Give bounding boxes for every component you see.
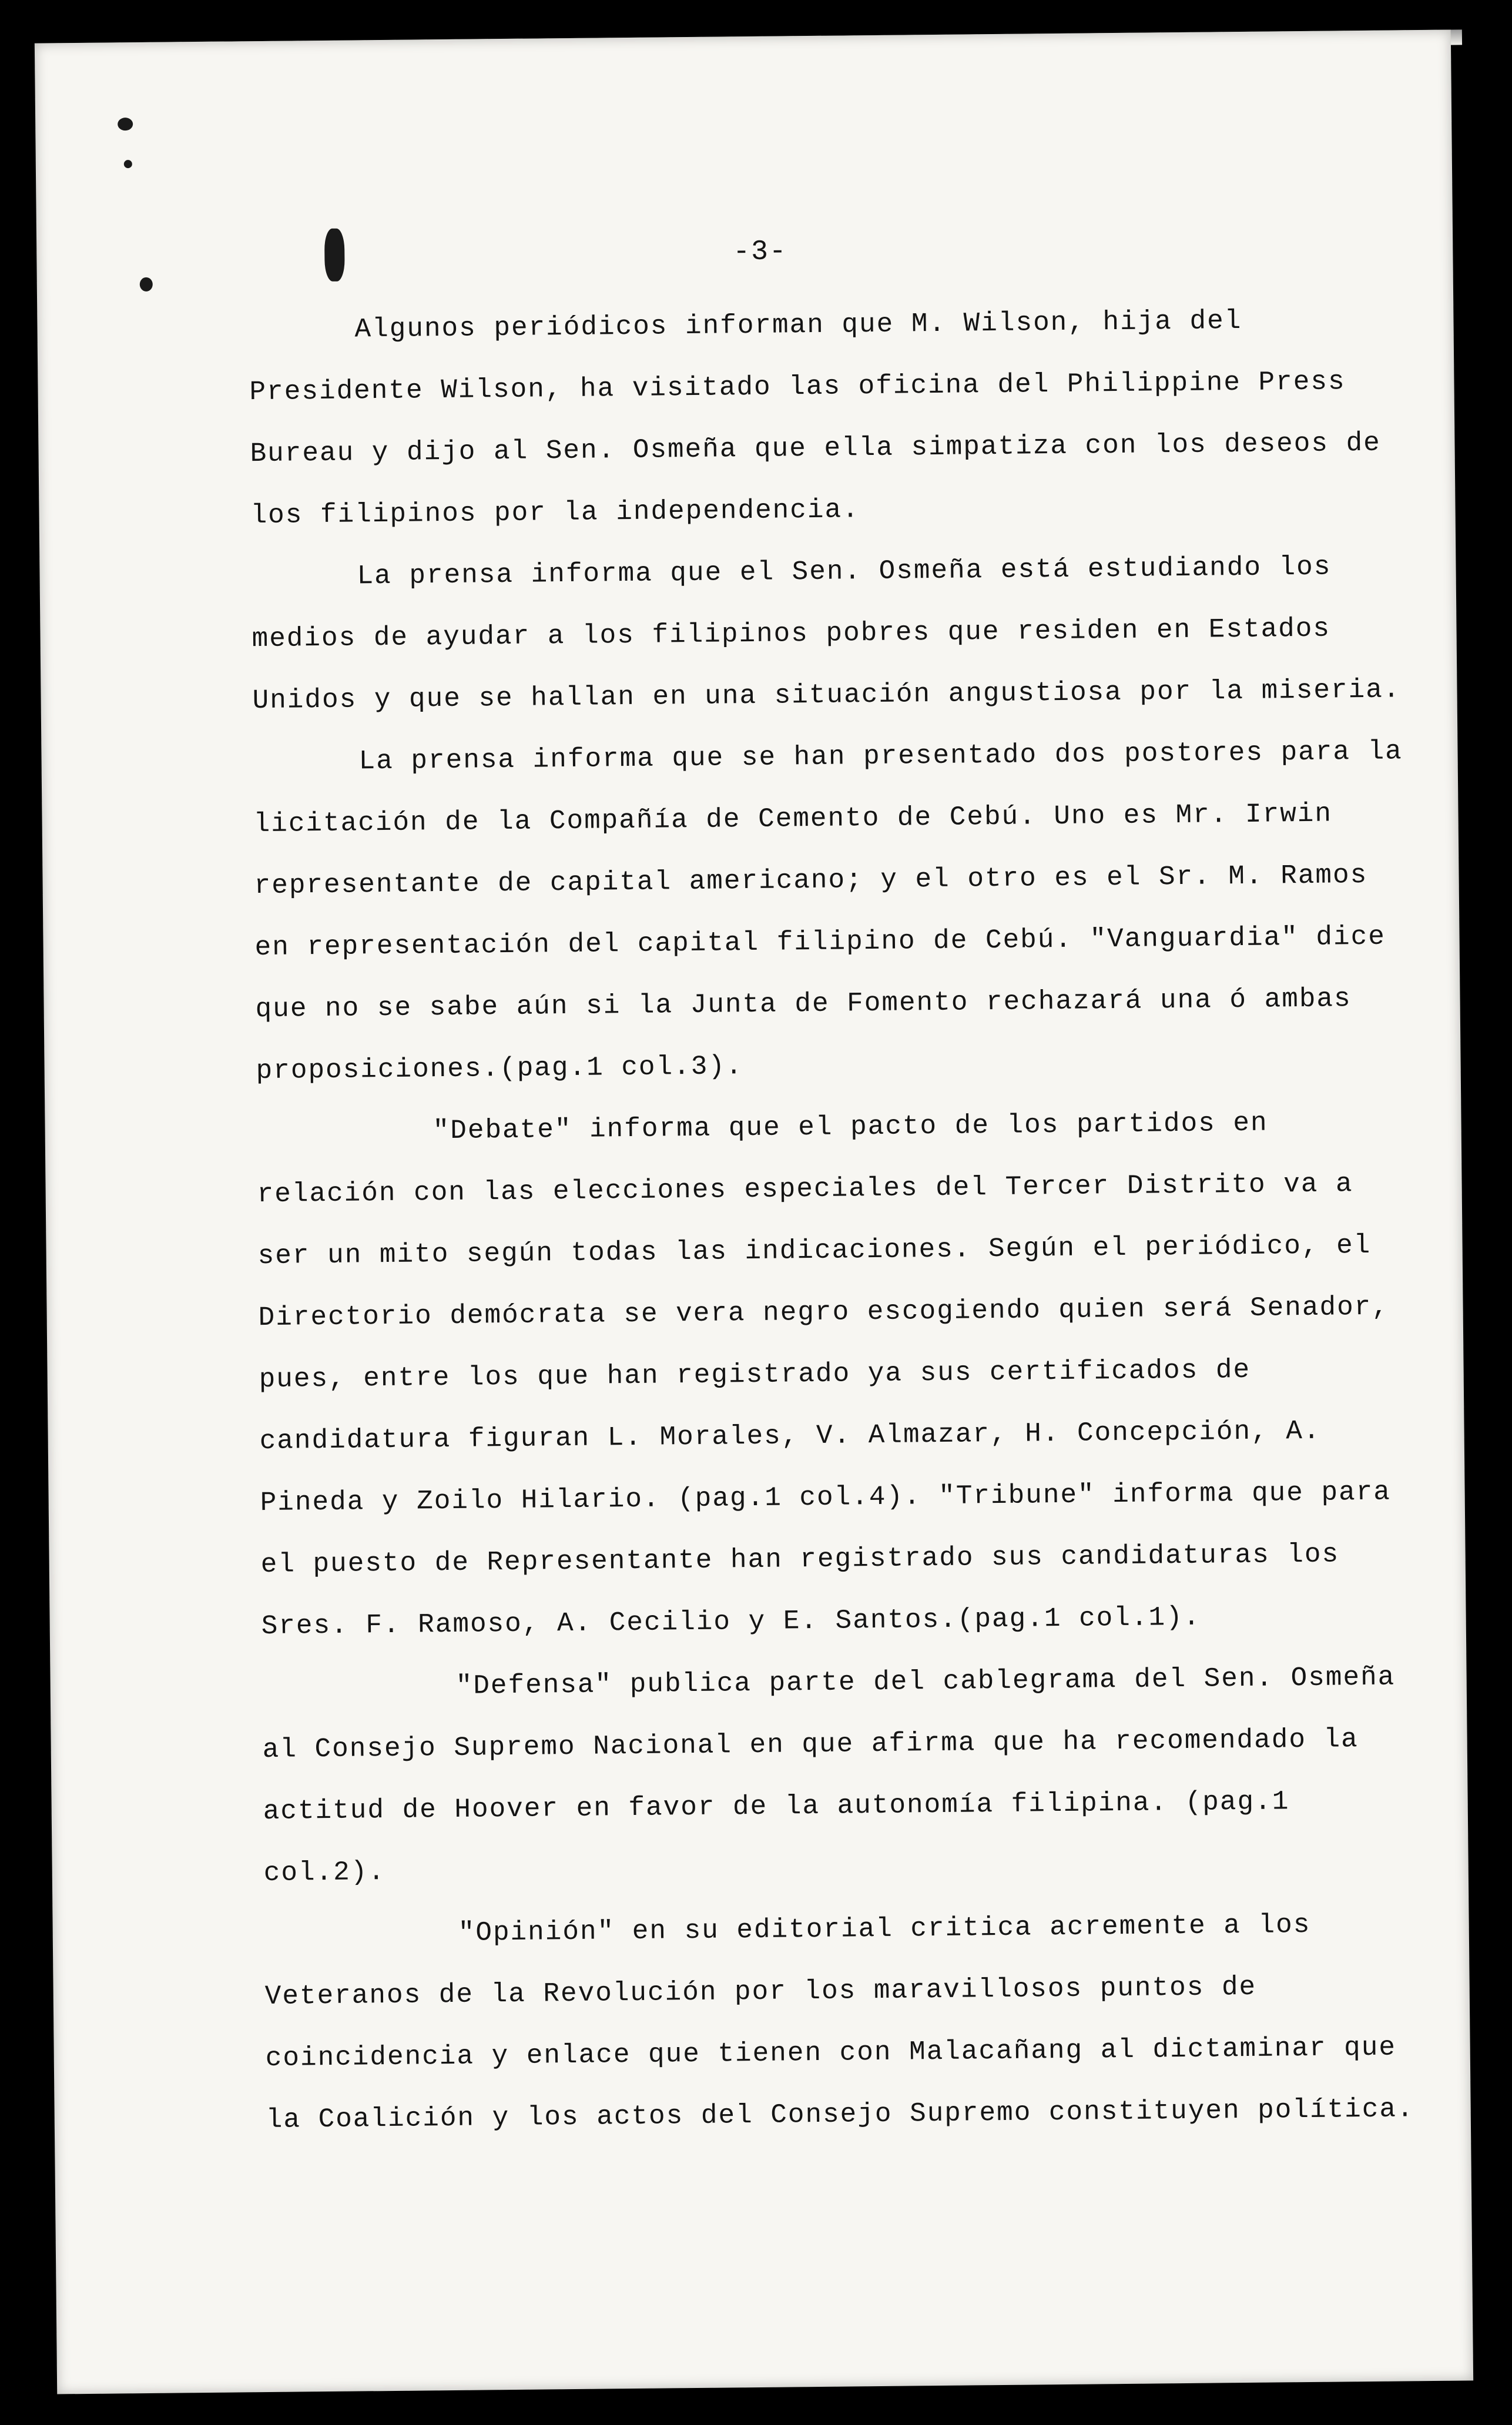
paragraph-1: Algunos periódicos informan que M. Wilson, hija del Presidente Wilson, ha visitado las oficina del Philippine Press Bureau y dijo al Sen. Osmeña que ella simpatiza con los deseos de los filipinos por la independencia. — [249, 305, 1382, 531]
paragraph-3: La prensa informa que se han presentado dos postores para la licitación de la Compañía de Cemento de Cebú. Uno es Mr. Irwin representante de capital americano; y el otro es el Sr. M. Ramos en representación del capital filipino de Cebú. "Vanguardia" dice que no se sabe aún si la Junta de Fomento rechazará una ó ambas proposiciones.(pag.1 col.3). — [253, 736, 1403, 1087]
ink-blot — [124, 160, 132, 168]
body-text — [249, 289, 1418, 2151]
paragraph-6: "Opinión" en su editorial critica acremente a los Veteranos de la Revolución por los maravillosos puntos de coincidencia y enlace que tienen con Malacañang al dictaminar que la Coalición y los actos del Consejo Supremo constituyen política. — [264, 1909, 1414, 2136]
paragraph-2: La prensa informa que el Sen. Osmeña está estudiando los medios de ayudar a los filipinos pobres que residen en Estados Unidos y que se hallan en una situación angustiosa por la miseria. — [252, 551, 1401, 716]
typewritten-page — [35, 30, 1473, 2394]
page-number: -3- — [733, 236, 788, 269]
paragraph-5: "Defensa" publica parte del cablegrama del Sen. Osmeña al Consejo Supremo Nacional en que afirma que ha recomendado la actitud de Hoover en favor de la autonomía filipina. (pag.1 col.2). — [262, 1662, 1396, 1889]
ink-blot — [140, 277, 153, 292]
ink-blot — [324, 229, 345, 282]
paragraph-4: "Debate" informa que el pacto de los partidos en relación con las elecciones especiales del Tercer Distrito va a ser un mito según todas las indicaciones. Según el periódico, el Directorio demócrata se vera negro escogiendo quien será Senador, pues, entre los que han registrado ya sus certificados de candidatura figuran L. Morales, V. Almazar, H. Concepción, A. Pineda y Zoilo Hilario. (pag.1 col.4). "Tribune" informa que para el puesto de Representante han registrado sus candidaturas los Sres. F. Ramoso, A. Cecilio y E. Santos.(pag.1 col.1). — [257, 1107, 1392, 1642]
ink-blot — [118, 118, 133, 130]
